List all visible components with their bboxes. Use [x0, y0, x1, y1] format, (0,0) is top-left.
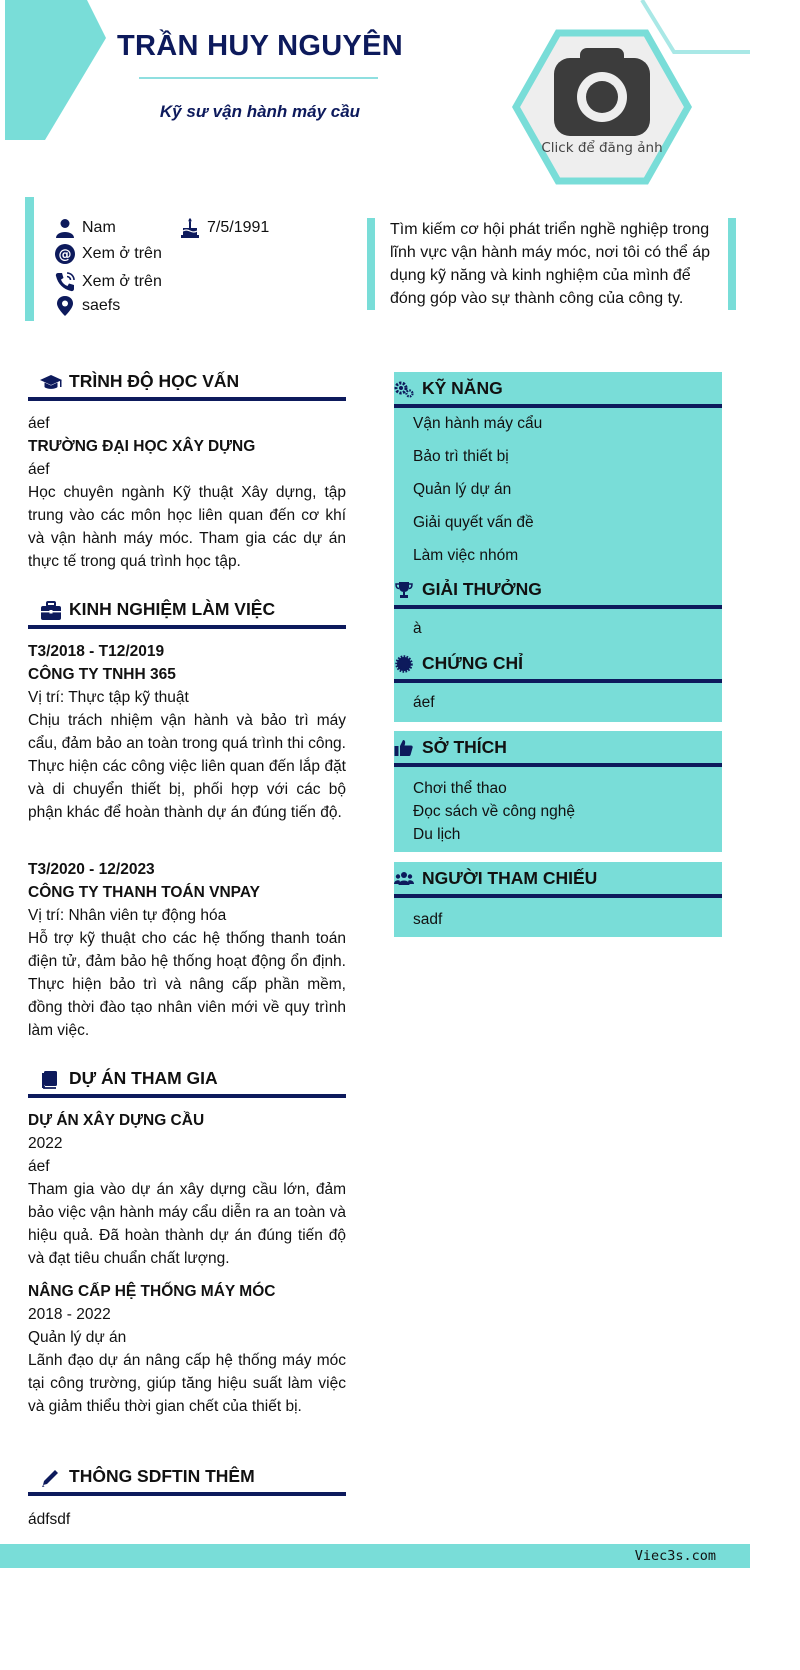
- project-time: 2018 - 2022: [28, 1306, 111, 1323]
- additional-entry: [28, 1508, 346, 1531]
- footer-bar: [0, 1544, 750, 1568]
- experience-description: Chịu trách nhiệm vận hành và bảo trì máy cẩu, đảm bảo an toàn trong quá trình thi công. Thực hiện các công việc liên quan đến lắp đặt và di chuyển thiết bị, phối hợp với các bộ phận khác để hoàn thành dự án đúng tiến độ.: [28, 712, 346, 821]
- contact-phone: [55, 272, 162, 292]
- projects-rule: [28, 1094, 346, 1098]
- skill-item: Bảo trì thiết bị: [413, 448, 509, 465]
- contact-address: [55, 296, 120, 316]
- contact-gender: [55, 218, 116, 238]
- reference-item: sadf: [413, 911, 443, 928]
- email-at-icon: [55, 244, 75, 264]
- references-header: [394, 862, 722, 898]
- experience-title: KINH NGHIỆM LÀM VIỆC: [69, 599, 276, 619]
- contact-dob: [180, 218, 269, 238]
- hobby-item: Đọc sách về công nghệ: [413, 803, 575, 820]
- project-name: NÂNG CẤP HỆ THỐNG MÁY MÓC: [28, 1283, 276, 1300]
- book-icon: [40, 1070, 62, 1090]
- birthday-cake-icon: [180, 218, 200, 238]
- additional-title: THÔNG SDFTIN THÊM: [69, 1466, 255, 1486]
- dob-value: 7/5/1991: [207, 219, 270, 236]
- briefcase-icon: [40, 601, 62, 621]
- project-role: Quản lý dự án: [28, 1329, 127, 1346]
- hobby-item: Chơi thể thao: [413, 780, 507, 797]
- address-value: saefs: [82, 297, 121, 314]
- users-group-icon: [394, 870, 414, 888]
- hobbies-header: [394, 731, 722, 767]
- gender-value: Nam: [82, 219, 116, 236]
- hobbies-rule: [394, 763, 722, 767]
- additional-header: [28, 1466, 346, 1500]
- project-description: Lãnh đạo dự án nâng cấp hệ thống máy móc tại công trường, giúp tăng hiệu suất làm việc và giảm thiểu thời gian chết của thiết bị.: [28, 1352, 346, 1415]
- experience-company: CÔNG TY TNHH 365: [28, 666, 176, 683]
- summary-accent-bar-left: [367, 218, 375, 310]
- awards-title: GIẢI THƯỞNG: [422, 579, 542, 599]
- certificate-item: áef: [413, 694, 435, 711]
- certificates-rule: [394, 679, 722, 683]
- photo-caption[interactable]: Click để đăng ảnh: [541, 140, 663, 156]
- experience-entry-1: [28, 640, 346, 824]
- experience-time: T3/2018 - T12/2019: [28, 643, 165, 660]
- certificate-badge-icon: [394, 655, 414, 673]
- award-item: à: [413, 620, 422, 637]
- header-corner-shape: [5, 0, 106, 140]
- skill-item: Vận hành máy cẩu: [413, 415, 543, 432]
- hobby-item: Du lịch: [413, 826, 461, 843]
- location-pin-icon: [55, 296, 75, 316]
- certificates-header: [394, 647, 722, 683]
- graduation-cap-icon: [40, 373, 62, 393]
- experience-position: Vị trí: Thực tập kỹ thuật: [28, 689, 189, 706]
- experience-rule: [28, 625, 346, 629]
- project-name: DỰ ÁN XÂY DỰNG CẦU: [28, 1112, 205, 1129]
- phone-icon: [55, 272, 75, 292]
- additional-rule: [28, 1492, 346, 1496]
- experience-company: CÔNG TY THANH TOÁN VNPAY: [28, 884, 260, 901]
- thumbs-up-icon: [394, 739, 414, 757]
- education-major: áef: [28, 461, 50, 478]
- name-underline: [139, 77, 378, 79]
- skill-item: Quản lý dự án: [413, 481, 512, 498]
- candidate-name: TRẦN HUY NGUYÊN: [117, 30, 403, 62]
- skills-awards-panel: [394, 372, 722, 722]
- gears-icon: [394, 380, 414, 398]
- project-description: Tham gia vào dự án xây dựng cầu lớn, đảm bảo việc vận hành máy cẩu diễn ra an toàn và hiệu quả. Đã hoàn thành dự án đúng tiến độ và đạt tiêu chuẩn chất lượng.: [28, 1181, 346, 1267]
- skill-item: Làm việc nhóm: [413, 547, 519, 564]
- education-entry: [28, 412, 346, 573]
- experience-time: T3/2020 - 12/2023: [28, 861, 155, 878]
- user-icon: [55, 218, 75, 238]
- project-entry-2: [28, 1280, 346, 1418]
- experience-header: [28, 599, 346, 633]
- experience-entry-2: [28, 858, 346, 1042]
- contact-accent-bar: [25, 197, 34, 321]
- certificates-title: CHỨNG CHỈ: [422, 653, 524, 673]
- references-title: NGƯỜI THAM CHIẾU: [422, 868, 598, 888]
- education-time: áef: [28, 415, 50, 432]
- education-description: Học chuyên ngành Kỹ thuật Xây dựng, tập trung vào các môn học liên quan đến cơ khí và vận hành máy móc. Tham gia các dự án thực tế trong quá trình học tập.: [28, 484, 346, 570]
- education-header: [28, 371, 346, 405]
- additional-content: ádfsdf: [28, 1511, 71, 1528]
- skills-title: KỸ NĂNG: [422, 378, 503, 398]
- hobbies-title: SỞ THÍCH: [422, 737, 507, 757]
- skills-rule: [394, 404, 722, 408]
- contact-email: [55, 244, 162, 264]
- svg-text:@: @: [58, 247, 72, 263]
- job-title: Kỹ sư vận hành máy cầu: [159, 102, 361, 121]
- project-role: áef: [28, 1158, 50, 1175]
- references-panel: [394, 862, 722, 937]
- trophy-icon: [394, 581, 414, 599]
- experience-position: Vị trí: Nhân viên tự động hóa: [28, 907, 227, 924]
- projects-title: DỰ ÁN THAM GIA: [69, 1068, 218, 1088]
- summary-accent-bar-right: [728, 218, 736, 310]
- photo-upload[interactable]: [512, 28, 692, 186]
- hobbies-panel: [394, 731, 722, 852]
- pencil-icon: [40, 1468, 62, 1488]
- project-entry-1: [28, 1109, 346, 1270]
- projects-header: [28, 1068, 346, 1102]
- skills-header: [394, 372, 722, 408]
- education-school: TRƯỜNG ĐẠI HỌC XÂY DỰNG: [28, 438, 256, 455]
- skill-item: Giải quyết vấn đề: [413, 514, 534, 531]
- awards-header: [394, 573, 722, 609]
- references-rule: [394, 894, 722, 898]
- phone-value: Xem ở trên: [82, 273, 162, 290]
- experience-description: Hỗ trợ kỹ thuật cho các hệ thống thanh toán điện tử, đảm bảo hệ thống hoạt động ổn định. Thực hiện bảo trì và nâng cấp phần mềm, đồng thời đào tạo nhân viên mới về quy trình làm việc.: [28, 930, 346, 1039]
- email-value: Xem ở trên: [82, 245, 162, 262]
- career-objective: Tìm kiếm cơ hội phát triển nghề nghiệp trong lĩnh vực vận hành máy móc, nơi tôi có thể áp dụng kỹ năng và kinh nghiệm của mình để đóng góp vào sự thành công của công ty.: [390, 221, 711, 307]
- project-time: 2022: [28, 1135, 63, 1152]
- awards-rule: [394, 605, 722, 609]
- education-title: TRÌNH ĐỘ HỌC VẤN: [69, 371, 240, 391]
- education-rule: [28, 397, 346, 401]
- footer-brand[interactable]: Viec3s.com: [634, 1548, 716, 1564]
- camera-icon: [554, 48, 650, 136]
